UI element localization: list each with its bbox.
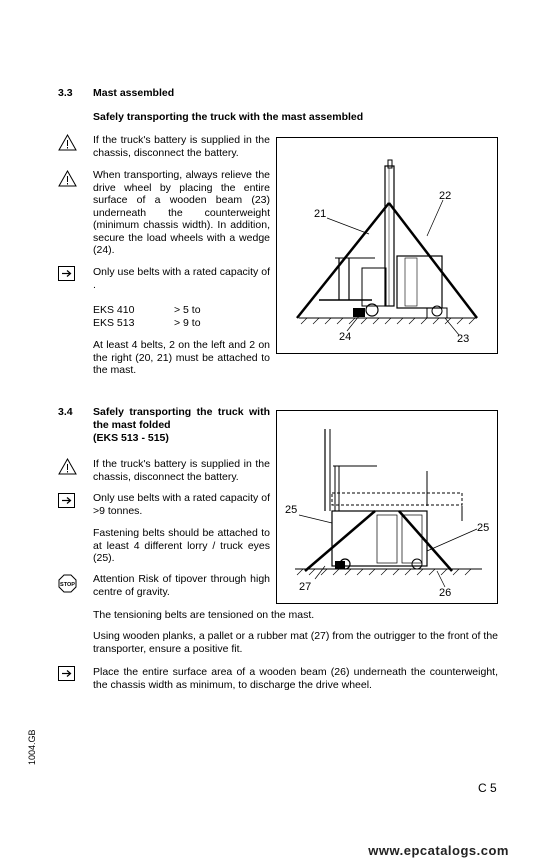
paragraph: If the truck's battery is supplied in the chassis, disconnect the battery.: [93, 458, 270, 483]
paragraph: Only use belts with a rated capacity of >9 tonnes.: [93, 492, 270, 517]
arrow-note-icon: [58, 266, 75, 281]
figure-mast-assembled: [276, 137, 498, 354]
side-document-code: 1004.GB: [27, 729, 37, 765]
table-cell-value: > 5 to: [174, 304, 201, 316]
arrow-note-icon: [58, 666, 75, 681]
section-models: (EKS 513 - 515): [93, 432, 169, 444]
figure-label: 25: [285, 504, 298, 516]
watermark-url: www.epcatalogs.com: [368, 842, 509, 858]
paragraph: Fastening belts should be attached to at least 4 different lorry / truck eyes (25).: [93, 527, 270, 564]
section-number: 3.3: [58, 87, 73, 99]
figure-label: 26: [439, 587, 452, 599]
figure-label: 25: [477, 522, 490, 534]
paragraph: At least 4 belts, 2 on the left and 2 on the right (20, 21) must be attached to the mast.: [93, 339, 270, 376]
figure-label: 23: [457, 333, 470, 345]
warning-icon: [58, 134, 77, 151]
figure-mast-folded: [276, 410, 498, 604]
figure-label: 24: [339, 331, 352, 343]
section-number: 3.4: [58, 406, 73, 418]
table-cell-model: EKS 410: [93, 304, 135, 316]
table-cell-model: EKS 513: [93, 317, 135, 329]
stop-icon-text: STOP: [60, 582, 75, 588]
section-title: Mast assembled: [93, 87, 175, 99]
paragraph: The tensioning belts are tensioned on the mast.: [93, 609, 315, 621]
paragraph: Attention Risk of tipover through high centre of gravity.: [93, 573, 270, 598]
arrow-note-icon: [58, 493, 75, 508]
table-cell-value: > 9 to: [174, 317, 201, 329]
stop-icon: [58, 574, 77, 593]
warning-icon: [58, 170, 77, 187]
warning-icon: [58, 458, 77, 475]
figure-label: 22: [439, 190, 452, 202]
paragraph: Place the entire surface area of a wooden beam (26) underneath the counterweight, the chassis width as minimum, to discharge the drive wheel.: [93, 666, 498, 691]
figure-label: 21: [314, 208, 327, 220]
paragraph: Using wooden planks, a pallet or a rubber mat (27) from the outrigger to the front of the transporter, ensure a positive fit.: [93, 630, 498, 655]
section-title: Safely transporting the truck with the mast folded: [93, 406, 270, 431]
figure-label: 27: [299, 581, 312, 593]
paragraph: Only use belts with a rated capacity of .: [93, 266, 270, 291]
page-number: C 5: [478, 781, 497, 795]
paragraph: When transporting, always relieve the drive wheel by placing the entire surface of a wooden beam (23) underneath the counterweight (minimum chassis width). In addition, secure the load wheels with a wedge (24).: [93, 169, 270, 256]
paragraph: If the truck's battery is supplied in the chassis, disconnect the battery.: [93, 134, 270, 159]
section-subtitle: Safely transporting the truck with the mast assembled: [93, 111, 364, 123]
